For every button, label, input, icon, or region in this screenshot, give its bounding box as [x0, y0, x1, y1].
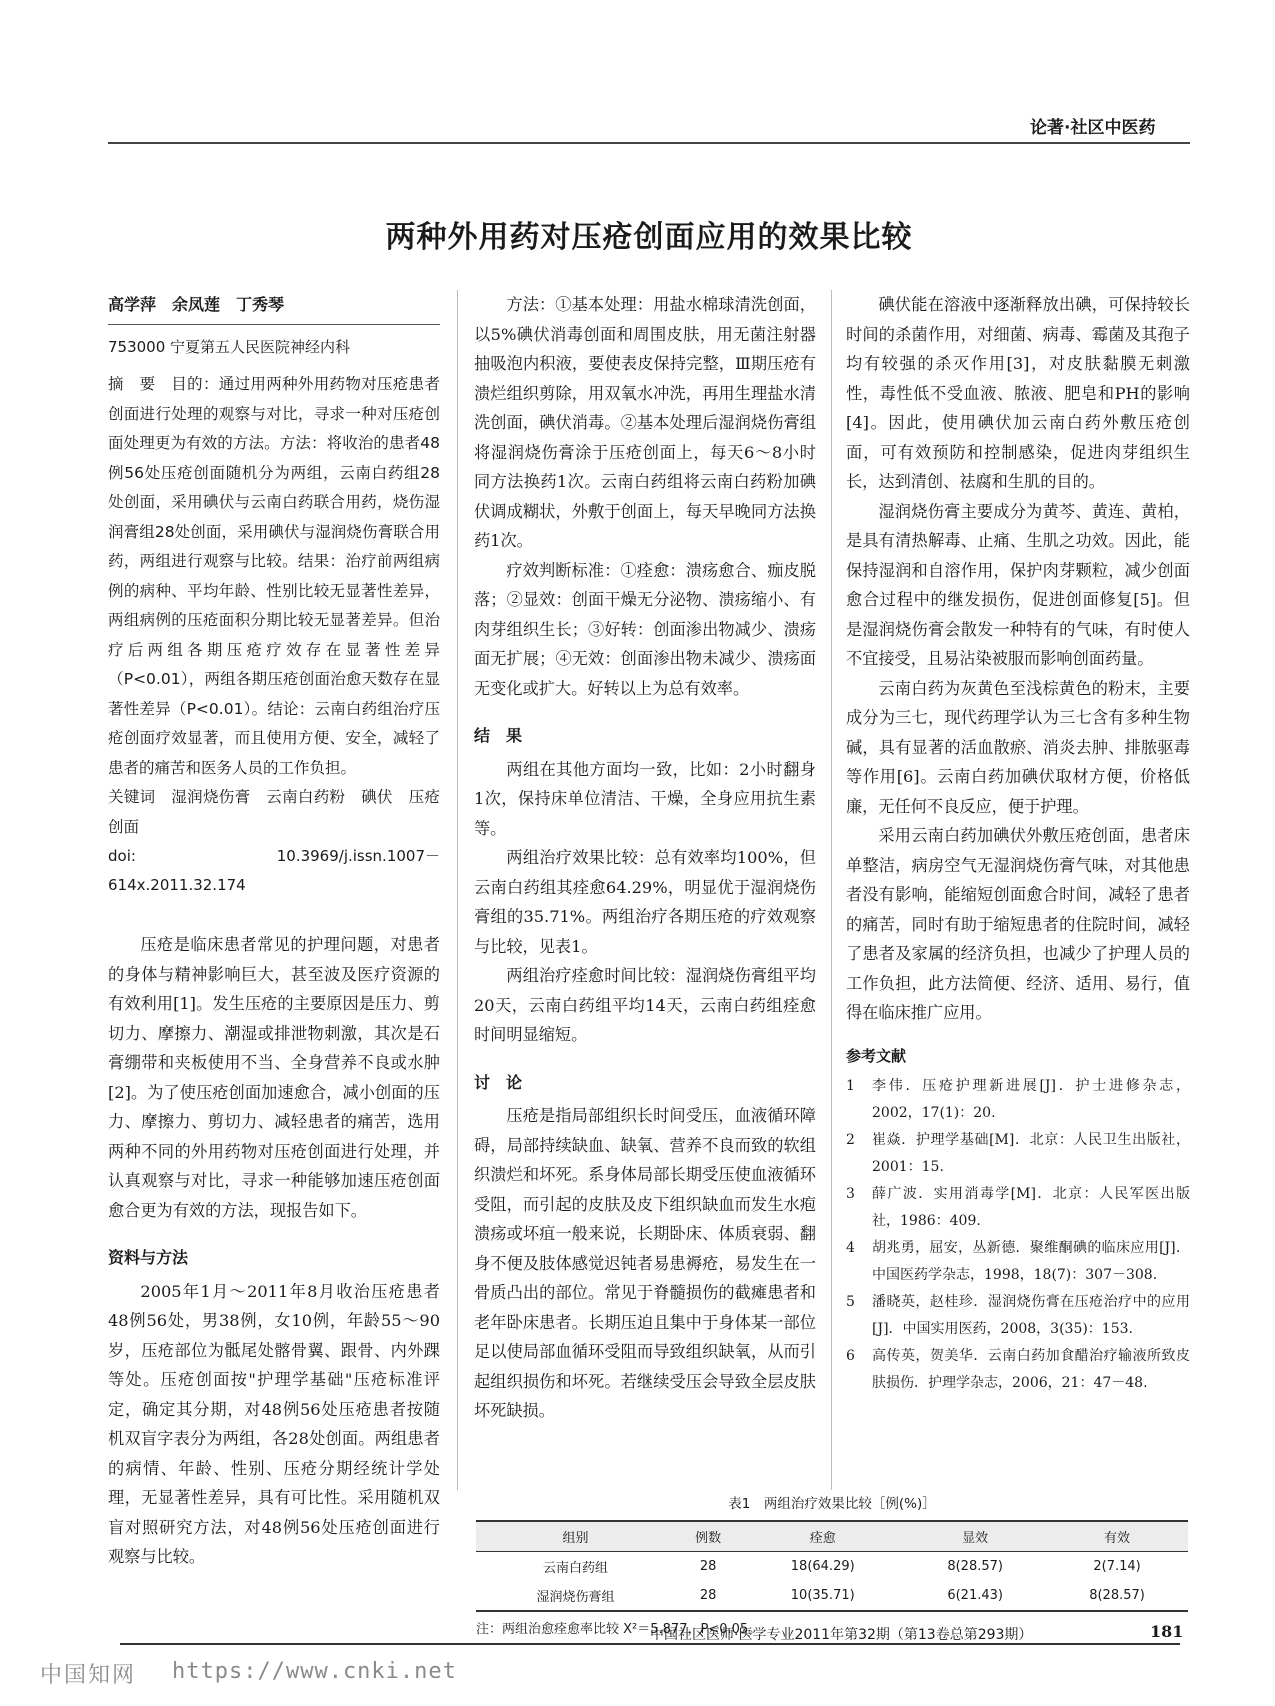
discussion-paragraph-3: 湿润烧伤膏主要成分为黄芩、黄连、黄柏，是具有清热解毒、止痛、生肌之功效。因此，能保持湿润和自溶作用，保护肉芽颗粒，减少创面愈合过程中的继发损伤，促进创面修复[5]。但是湿润烧伤膏会散发一种特有的气味，有时使人不宜接受，且易沾染被服而影响创面药量。 [846, 501, 1190, 668]
table-cell: 湿润烧伤膏组 [536, 1590, 615, 1605]
discussion-heading: 讨 论 [474, 1072, 523, 1092]
table-cell: 28 [699, 1588, 717, 1603]
table-cell: 8(28.57) [1089, 1588, 1145, 1603]
footer-rule [120, 1643, 1180, 1645]
table-cell: 6(21.43) [947, 1588, 1003, 1603]
column-3 [846, 290, 1190, 1397]
article-title: 两种外用药对压疮创面应用的效果比较 [385, 220, 913, 255]
column-divider [831, 290, 832, 1490]
results-heading: 结 果 [474, 726, 523, 745]
results-paragraph-3: 两组治疗痊愈时间比较：湿润烧伤膏组平均20天，云南白药组平均14天，云南白药组痊愈时间明显缩短。 [474, 966, 816, 1044]
table-row [476, 1552, 1188, 1582]
discussion-paragraph-2: 碘伏能在溶液中逐渐释放出碘，可保持较长时间的杀菌作用，对细菌、病毒、霉菌及其孢子均有较强的杀灭作用[3]，对皮肤黏膜无刺激性，毒性低不受血液、脓液、肥皂和PH的影响[4]。因此，使用碘伏加云南白药外敷压疮创面，可有效预防和控制感染，促进肉芽组织生长，达到清创、祛腐和生肌的目的。 [846, 295, 1190, 491]
reference-item: 4 胡兆勇，屈安，丛新德．聚维酮碘的临床应用[J]．中国医药学杂志，1998，18(7)：307－308. [846, 1240, 1190, 1283]
affiliation: 753000 宁夏第五人民医院神经内科 [108, 337, 351, 356]
table-cell: 18(64.29) [790, 1559, 855, 1574]
results-paragraph-1: 两组在其他方面均一致，比如：2小时翻身1次，保持床单位清洁、干燥，全身应用抗生素等。 [474, 759, 816, 838]
table-header-cell: 显效 [962, 1531, 989, 1546]
header-rule [108, 142, 1190, 144]
authors: 高学萍 余凤莲 丁秀琴 [108, 295, 285, 314]
table-note: 注：两组治愈痊愈率比较 X²＝5.877，P<0.05。 [476, 1622, 762, 1637]
keywords: 关键词 湿润烧伤膏 云南白药粉 碘伏 压疮创面 [108, 788, 440, 836]
abstract [108, 370, 440, 900]
abstract-text: 摘 要 目的：通过用两种外用药物对压疮患者创面进行处理的观察与对比，寻求一种对压疮创面处理更为有效的方法。方法：将收治的患者48例56处压疮创面随机分为两组，云南白药组28处创面，采用碘伏与云南白药联合用药，烧伤湿润膏组28处创面，采用碘伏与湿润烧伤膏联合用药，两组进行观察与比较。结果：治疗前两组病例的病种、平均年龄、性别比较无显著性差异，两组病例的压疮面积分期比较无显著差异。但治疗后两组各期压疮疗效存在显著性差异（P<0.01），两组各期压疮创面治愈天数存在显著性差异（P<0.01）。结论：云南白药组治疗压疮创面疗效显著，而且使用方便、安全，减轻了患者的痛苦和医务人员的工作负担。 [108, 375, 440, 777]
cnki-url-link[interactable]: https://www.cnki.net [172, 1659, 457, 1684]
reference-item: 3 薛广波．实用消毒学[M]．北京：人民军医出版社，1986：409. [846, 1186, 1190, 1229]
affiliation-rule [108, 324, 440, 325]
intro-paragraph: 压疮是临床患者常见的护理问题，对患者的身体与精神影响巨大，甚至波及医疗资源的有效利用[1]。发生压疮的主要原因是压力、剪切力、摩擦力、潮湿或排泄物刺激，其次是石膏绷带和夹板使用不当、全身营养不良或水肿[2]。为了使压疮创面加速愈合，减小创面的压力、摩擦力、剪切力、减轻患者的痛苦，选用两种不同的外用药物对压疮创面进行处理，并认真观察与对比，寻求一种能够加速压疮创面愈合更为有效的方法，现报告如下。 [108, 935, 440, 1220]
results-paragraph-2: 两组治疗效果比较：总有效率均100%，但云南白药组其痊愈64.29%，明显优于湿润烧伤膏组的35.71%。两组治疗各期压疮的疗效观察与比较，见表1。 [474, 848, 816, 956]
methods-paragraph: 方法：①基本处理：用盐水棉球清洗创面，以5%碘伏消毒创面和周围皮肤，用无菌注射器抽吸泡内积液，要使表皮保持完整，Ⅲ期压疮有溃烂组织剪除，用双氧水冲洗，再用生理盐水清洗创面，碘伏消毒。②基本处理后湿润烧伤膏组将湿润烧伤膏涂于压疮创面上，每天6～8小时同方法换药1次。云南白药组将云南白药粉加碘伏调成糊状，外敷于创面上，每天早晚同方法换药1次。 [474, 295, 816, 550]
doi: doi: 10.3969/j.issn.1007－614x.2011.32.174 [108, 847, 440, 894]
materials-heading: 资料与方法 [108, 1248, 189, 1267]
column-divider [457, 290, 458, 1490]
discussion-paragraph-4: 云南白药为灰黄色至浅棕黄色的粉末，主要成分为三七，现代药理学认为三七含有多种生物碱，具有显著的活血散瘀、消炎去肿、排脓驱毒等作用[6]。云南白药加碘伏取材方便，价格低廉，无任何不良反应，便于护理。 [846, 678, 1190, 816]
materials-paragraph-1: 2005年1月～2011年8月收治压疮患者48例56处，男38例，女10例，年龄55～90岁，压疮部位为骶尾处髂骨翼、跟骨、内外踝等处。压疮创面按"护理学基础"压疮标准评定，确定其分期，对48例56处压疮患者按随机双盲字表分为两组，各28处创面。两组患者的病情、年龄、性别、压疮分期经统计学处理，无显著性差异，具有可比性。采用随机双盲对照研究方法，对48例56处压疮创面进行观察与比较。 [108, 1281, 440, 1566]
journal-footer: 中国社区医师·医学专业2011年第32期（第13卷总第293期） [650, 1627, 1033, 1643]
discussion-paragraph-5: 采用云南白药加碘伏外敷压疮创面，患者床单整洁，病房空气无湿润烧伤膏气味，对其他患者没有影响，能缩短创面愈合时间，减轻了患者的痛苦，同时有助于缩短患者的住院时间，减轻了患者及家属的经济负担，也减少了护理人员的工作负担，此方法简便、经济、适用、易行，值得在临床推广应用。 [846, 826, 1190, 1022]
table-cell: 28 [699, 1559, 717, 1574]
table-row [476, 1581, 1188, 1611]
table-header-cell: 有效 [1104, 1531, 1131, 1546]
column-1 [108, 290, 440, 1572]
reference-item: 6 高传英，贺美华．云南白药加食醋治疗输液所致皮肤损伤．护理学杂志，2006，21：47－48. [846, 1348, 1190, 1391]
table-header-cell: 例数 [695, 1531, 722, 1546]
table-cell: 云南白药组 [542, 1561, 608, 1576]
reference-item: 1 李伟．压疮护理新进展[J]．护士进修杂志，2002，17(1)：20. [846, 1078, 1190, 1121]
column-2 [474, 290, 816, 1426]
table [476, 1520, 1188, 1612]
page-number: 181 [1150, 1622, 1184, 1641]
table-cell: 2(7.14) [1093, 1559, 1141, 1574]
table-cell: 8(28.57) [947, 1559, 1003, 1574]
table-header-row [476, 1521, 1188, 1552]
discussion-paragraph-1: 压疮是指局部组织长时间受压，血液循环障碍，局部持续缺血、缺氧、营养不良而致的软组织溃烂和坏死。系身体局部长期受压使血液循环受阻，而引起的皮肤及皮下组织缺血而发生水疱溃疡或坏疽一般来说，长期卧床、体质衰弱、翻身不便及肢体感觉迟钝者易患褥疮，易发生在一骨质凸出的部位。常见于脊髓损伤的截瘫患者和老年卧床患者。长期压迫且集中于身体某一部位足以使局部血循环受阻而导致组织缺氧，从而引起组织损伤和坏死。若继续受压会导致全层皮肤坏死缺损。 [474, 1106, 816, 1420]
reference-item: 2 崔焱．护理学基础[M]．北京：人民卫生出版社，2001：15. [846, 1132, 1190, 1175]
references-heading: 参考文献 [846, 1046, 907, 1065]
table-title: 表1 两组治疗效果比较［例(%)］ [728, 1496, 936, 1512]
section-label: 论著·社区中医药 [1030, 118, 1156, 138]
table-header-cell: 组别 [562, 1531, 589, 1546]
criteria-paragraph: 疗效判断标准：①痊愈：溃疡愈合、痂皮脱落；②显效：创面干燥无分泌物、溃疡缩小、有肉芽组织生长；③好转：创面渗出物减少、溃疡面无扩展；④无效：创面渗出物未减少、溃疡面无变化或扩大。好转以上为总有效率。 [474, 560, 816, 698]
table-cell: 10(35.71) [790, 1588, 855, 1603]
table-header-cell: 痊愈 [809, 1531, 836, 1546]
cnki-watermark: 中国知网 [40, 1663, 137, 1688]
reference-item: 5 潘晓英，赵桂珍．湿润烧伤膏在压疮治疗中的应用[J]．中国实用医药，2008，3(35)：153. [846, 1294, 1190, 1337]
results-table [476, 1492, 1188, 1637]
